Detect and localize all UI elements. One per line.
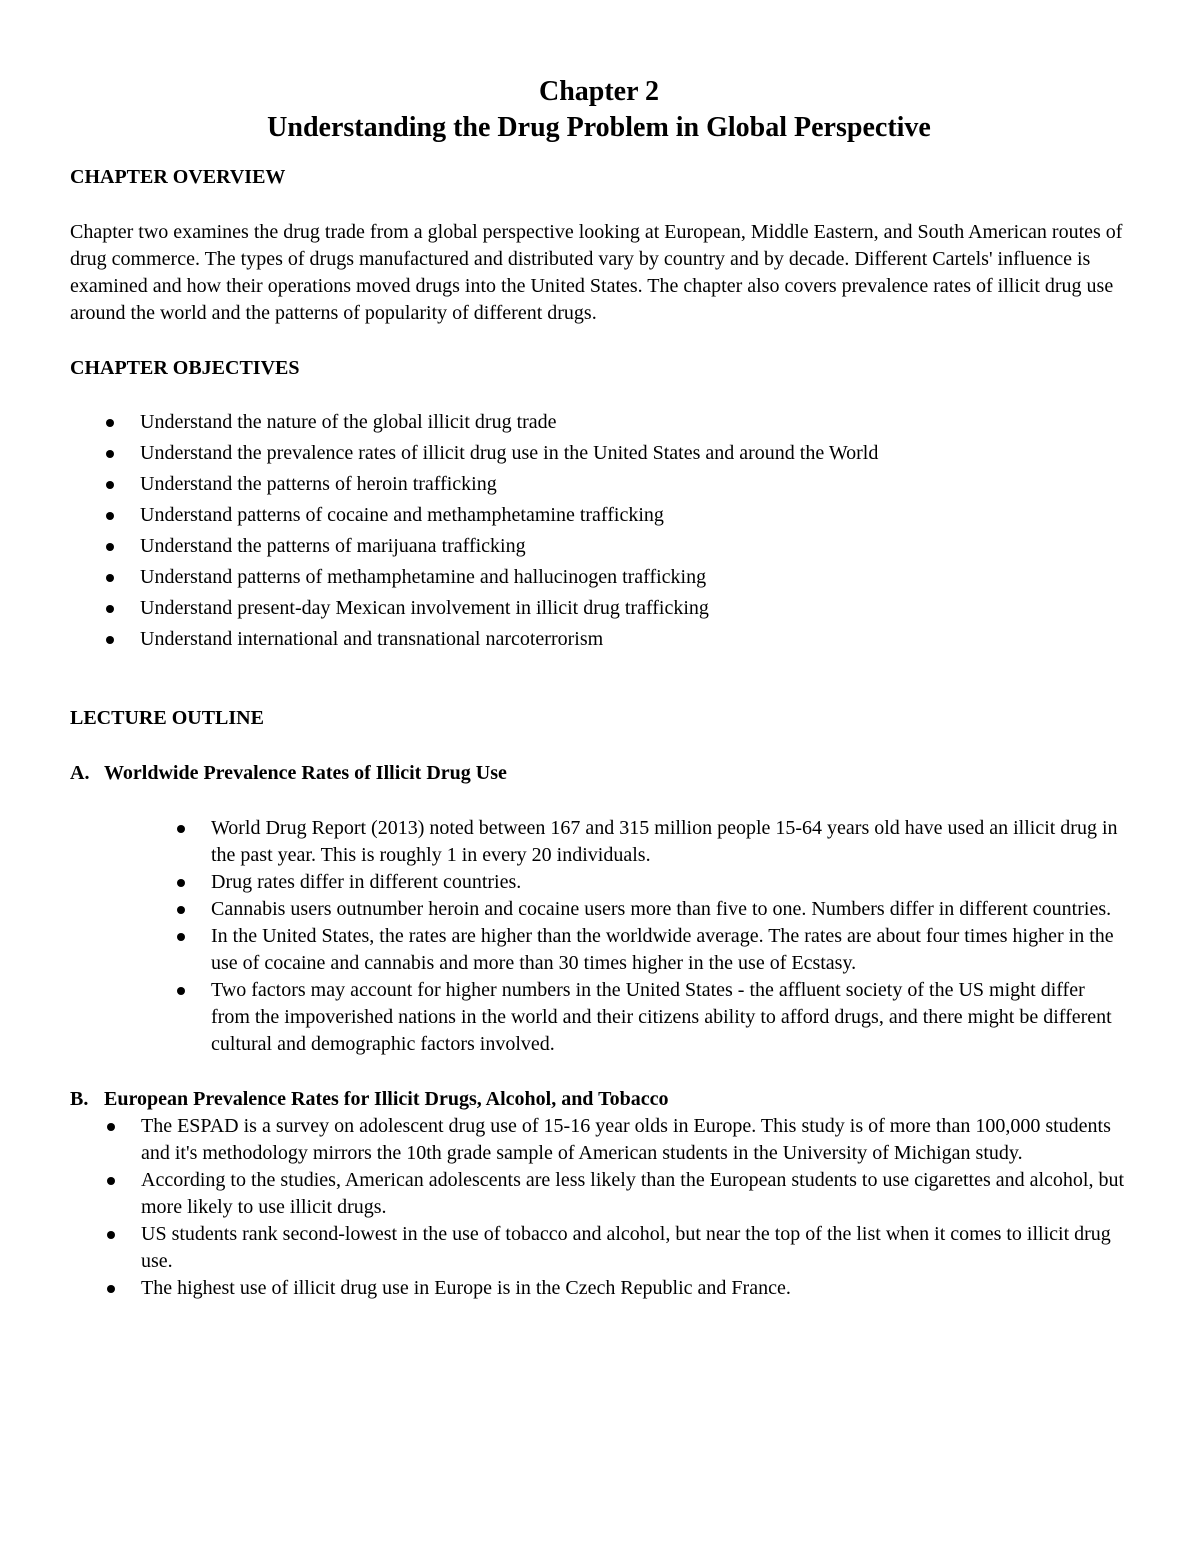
objective-item: Understand international and transnational narcoterrorism [70,624,1128,655]
list-item: The highest use of illicit drug use in Europe is in the Czech Republic and France. [70,1275,1128,1302]
bullet-icon [106,481,114,489]
section-a-list [70,815,1128,1058]
objective-item: Understand the patterns of marijuana trafficking [70,531,1128,562]
objective-item: Understand present-day Mexican involvement in illicit drug trafficking [70,593,1128,624]
bullet-icon [106,450,114,458]
list-item: Two factors may account for higher numbers in the United States - the affluent society of the US might differ from the impoverished nations in the world and their citizens ability to afford drugs, and there might be different cultural and demographic factors involved. [70,977,1128,1058]
bullet-icon [177,987,185,995]
objective-item: Understand the nature of the global illicit drug trade [70,407,1128,438]
bullet-icon [107,1177,115,1185]
chapter-title [70,74,1128,146]
bullet-icon [107,1285,115,1293]
section-b-heading [70,1086,1128,1113]
objectives-heading: CHAPTER OBJECTIVES [70,357,300,379]
list-item: US students rank second-lowest in the use of tobacco and alcohol, but near the top of the list when it comes to illicit drug use. [70,1221,1128,1275]
objective-item: Understand the prevalence rates of illicit drug use in the United States and around the World [70,438,1128,469]
bullet-icon [106,605,114,613]
bullet-icon [106,636,114,644]
bullet-icon [177,879,185,887]
bullet-icon [107,1123,115,1131]
outline-heading: LECTURE OUTLINE [70,707,264,729]
list-item: Cannabis users outnumber heroin and cocaine users more than five to one. Numbers differ in different countries. [70,896,1128,923]
objectives-list [70,407,1128,655]
chapter-number: Chapter 2 [538,76,660,107]
list-item: According to the studies, American adolescents are less likely than the European students to use cigarettes and alcohol, but more likely to use illicit drugs. [70,1167,1128,1221]
overview-heading: CHAPTER OVERVIEW [70,166,286,188]
objective-item: Understand patterns of cocaine and methamphetamine trafficking [70,500,1128,531]
bullet-icon [107,1231,115,1239]
bullet-icon [106,512,114,520]
objective-item: Understand the patterns of heroin trafficking [70,469,1128,500]
bullet-icon [106,419,114,427]
section-b-letter: B. [70,1088,89,1110]
list-item: World Drug Report (2013) noted between 167 and 315 million people 15-64 years old have used an illicit drug in the past year. This is roughly 1 in every 20 individuals. [70,815,1128,869]
list-item: The ESPAD is a survey on adolescent drug use of 15-16 year olds in Europe. This study is of more than 100,000 students and it's methodology mirrors the 10th grade sample of American students in the University of Michigan study. [70,1113,1128,1167]
list-item: In the United States, the rates are higher than the worldwide average. The rates are about four times higher in the use of cocaine and cannabis and more than 30 times higher in the use of Ecstasy. [70,923,1128,977]
bullet-icon [106,543,114,551]
bullet-icon [177,933,185,941]
section-a-letter: A. [70,762,90,784]
objective-item: Understand patterns of methamphetamine and hallucinogen trafficking [70,562,1128,593]
bullet-icon [106,574,114,582]
section-b-title: European Prevalence Rates for Illicit Drugs, Alcohol, and Tobacco [104,1088,669,1110]
list-item: Drug rates differ in different countries. [70,869,1128,896]
chapter-name: Understanding the Drug Problem in Global Perspective [267,112,931,143]
section-b-list [70,1113,1128,1302]
bullet-icon [177,825,185,833]
section-a-heading [70,760,1128,787]
section-a-title: Worldwide Prevalence Rates of Illicit Drug Use [104,762,507,784]
bullet-icon [177,906,185,914]
overview-text: Chapter two examines the drug trade from a global perspective looking at European, Middle Eastern, and South American routes of drug commerce. The types of drugs manufactured and distributed vary by country and by decade. Different Cartels' influence is examined and how their operations moved drugs into the United States. The chapter also covers prevalence rates of illicit drug use around the world and the patterns of popularity of different drugs. [70,221,1123,324]
